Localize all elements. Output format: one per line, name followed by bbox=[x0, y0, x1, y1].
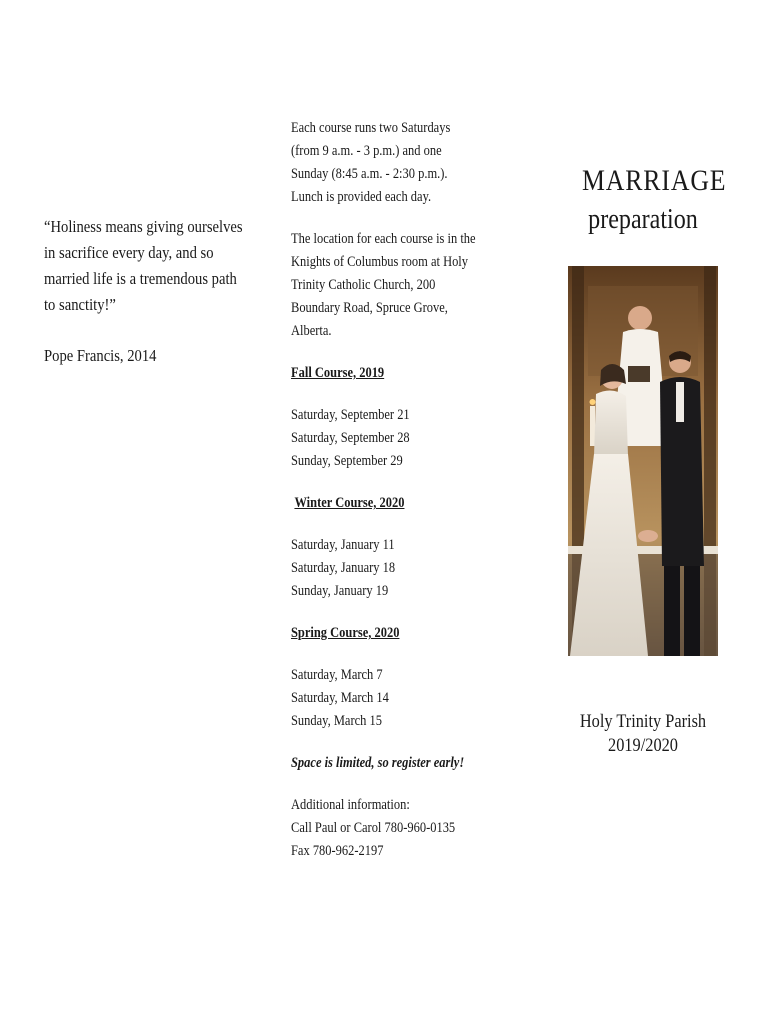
contact-fax: Fax 780-962-2197 bbox=[291, 843, 384, 859]
fall-date-3: Sunday, September 29 bbox=[291, 453, 403, 469]
winter-course-heading: Winter Course, 2020 bbox=[294, 495, 405, 511]
registration-notice: Space is limited, so register early! bbox=[291, 755, 465, 771]
fall-course-heading: Fall Course, 2019 bbox=[291, 365, 385, 381]
winter-date-1: Saturday, January 11 bbox=[291, 537, 395, 553]
contact-label: Additional information: bbox=[291, 797, 410, 813]
wedding-photo bbox=[568, 266, 718, 656]
fall-date-1: Saturday, September 21 bbox=[291, 407, 410, 423]
brochure-subtitle: preparation bbox=[588, 204, 698, 235]
fall-date-2: Saturday, September 28 bbox=[291, 430, 410, 446]
parish-year: 2019/2020 bbox=[608, 735, 678, 756]
quote-text: “Holiness means giving ourselves in sacrifice every day, and so married life is a tremendous path to sanctity!” bbox=[44, 217, 243, 314]
course-intro: Each course runs two Saturdays (from 9 a.m. - 3 p.m.) and one Sunday (8:45 a.m. - 2:30 p.m.). Lunch is provided each day. bbox=[291, 120, 451, 205]
quote-attribution: Pope Francis, 2014 bbox=[44, 346, 157, 365]
contact-phone: Call Paul or Carol 780-960-0135 bbox=[291, 820, 456, 836]
course-location: The location for each course is in the Knights of Columbus room at Holy Trinity Catholic Church, 200 Boundary Road, Spruce Grove, Alberta. bbox=[291, 231, 476, 339]
spring-date-3: Sunday, March 15 bbox=[291, 713, 382, 729]
parish-block bbox=[579, 710, 708, 758]
spring-date-1: Saturday, March 7 bbox=[291, 667, 383, 683]
wedding-photo-illustration bbox=[568, 266, 718, 656]
winter-date-2: Saturday, January 18 bbox=[291, 560, 396, 576]
spring-date-2: Saturday, March 14 bbox=[291, 690, 389, 706]
winter-date-3: Sunday, January 19 bbox=[291, 583, 389, 599]
course-details bbox=[291, 117, 480, 863]
spring-course-heading: Spring Course, 2020 bbox=[291, 625, 400, 641]
parish-name: Holy Trinity Parish bbox=[579, 711, 707, 732]
brochure-title: MARRIAGE bbox=[581, 164, 727, 197]
